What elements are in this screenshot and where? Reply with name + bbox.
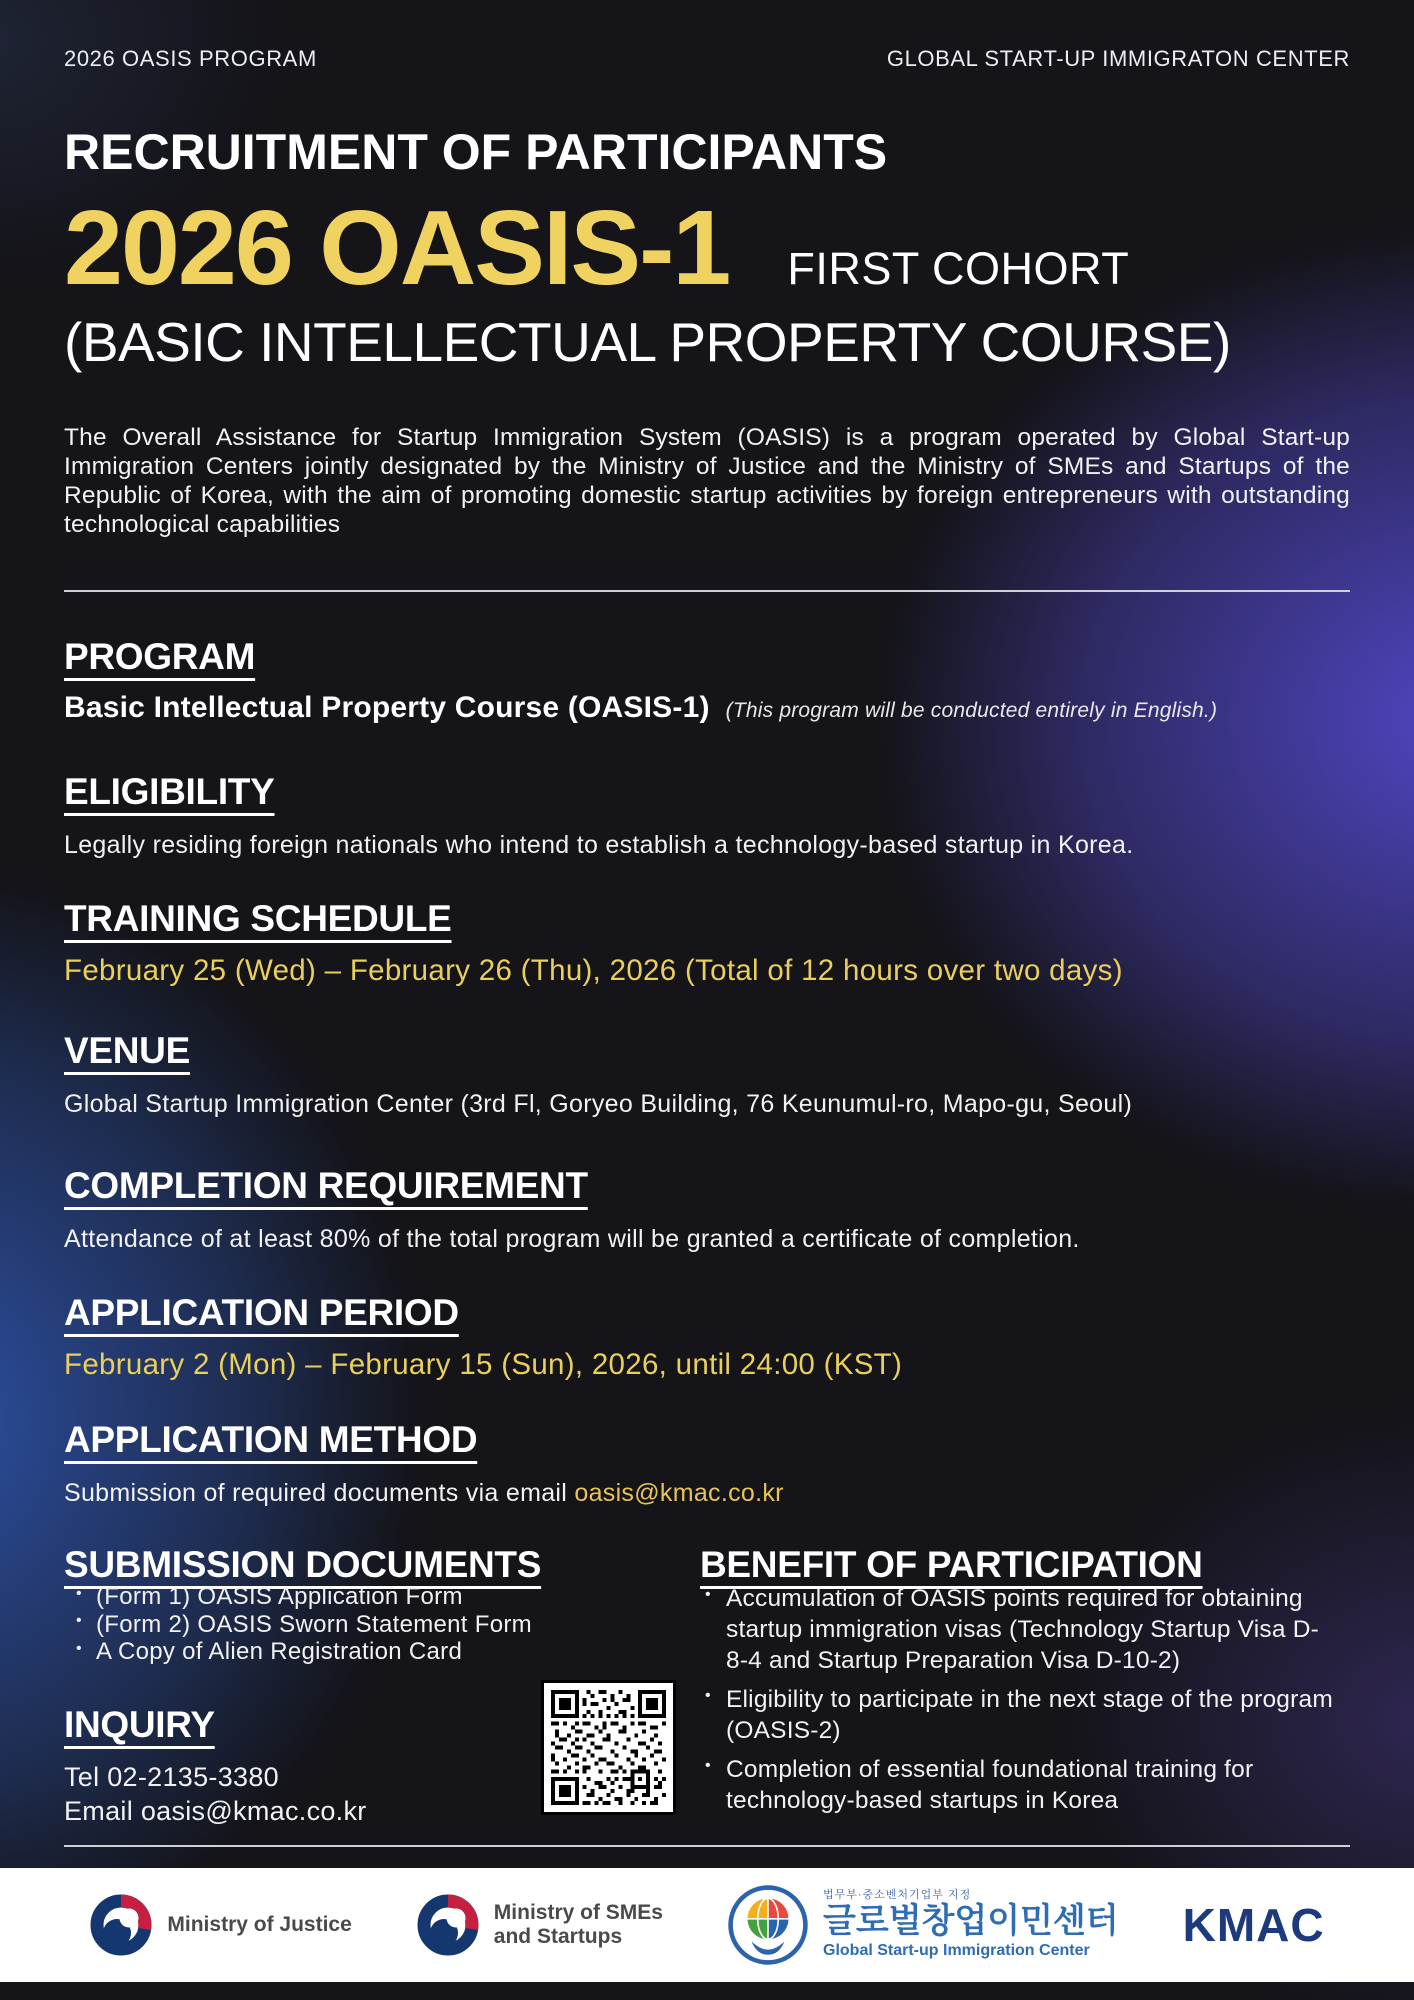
list-item: • Eligibility to participate in the next stage of the program (OASIS-2): [700, 1684, 1338, 1747]
training-schedule-body: February 25 (Wed) – February 26 (Thu), 2026 (Total of 12 hours over two days): [64, 953, 1123, 987]
list-item: • Completion of essential foundational training for technology-based startups in Korea: [700, 1754, 1338, 1817]
inquiry-heading: INQUIRY: [64, 1704, 215, 1746]
list-item: • Accumulation of OASIS points required for obtaining startup immigration visas (Technology Startup Visa D-8-4 and Startup Preparation Visa D-10-2): [700, 1583, 1338, 1677]
header-left-label: 2026 OASIS PROGRAM: [64, 46, 317, 71]
gov-emblem-icon: [89, 1893, 153, 1957]
program-course-name: Basic Intellectual Property Course (OASIS-1): [64, 690, 710, 724]
top-header: [64, 46, 1350, 72]
left-column: [64, 1543, 676, 1829]
submission-documents-heading: SUBMISSION DOCUMENTS: [64, 1543, 542, 1585]
two-column-area: [64, 1543, 1350, 1829]
section-benefit: [700, 1543, 1350, 1817]
application-period-heading: APPLICATION PERIOD: [64, 1292, 459, 1334]
inquiry-lines: [64, 1761, 367, 1829]
application-method-heading: APPLICATION METHOD: [64, 1418, 478, 1460]
cohort-label: FIRST COHORT: [787, 242, 1130, 294]
gsic-designation-label: 법무부·중소벤처기업부 지정: [823, 1889, 972, 1902]
title-row: [64, 188, 1350, 307]
section-inquiry: [64, 1706, 367, 1829]
completion-requirement-heading: COMPLETION REQUIREMENT: [64, 1165, 588, 1207]
benefit-list: [700, 1583, 1350, 1817]
venue-heading: VENUE: [64, 1030, 190, 1072]
eligibility-body: Legally residing foreign nationals who intend to establish a technology-based startup in Korea.: [64, 830, 1134, 859]
gov-emblem-icon: [416, 1893, 480, 1957]
documents-list: [64, 1583, 676, 1666]
section-submission-documents: [64, 1543, 676, 1666]
globe-hands-icon: [727, 1884, 809, 1966]
section-eligibility: [64, 770, 1350, 860]
benefit-heading: BENEFIT OF PARTICIPATION: [700, 1543, 1203, 1585]
program-language-note: (This program will be conducted entirely in English.): [725, 698, 1218, 722]
application-period-body: February 2 (Mon) – February 15 (Sun), 2026, until 24:00 (KST): [64, 1348, 903, 1382]
list-item: • (Form 2) OASIS Sworn Statement Form: [64, 1611, 676, 1639]
gsic-korean-name: 글로벌창업이민센터: [823, 1902, 1119, 1941]
application-method-text: Submission of required documents via email: [64, 1478, 575, 1507]
ministry-of-smes-label-line1: Ministry of SMEs: [493, 1900, 663, 1924]
section-training-schedule: [64, 897, 1350, 988]
qr-code: [541, 1680, 676, 1815]
inquiry-tel: Tel 02-2135-3380: [64, 1762, 279, 1793]
gsic-logo: [727, 1884, 1119, 1966]
application-method-body: [64, 1478, 1350, 1508]
section-application-method: [64, 1418, 1350, 1508]
ministry-of-justice-logo: [89, 1893, 351, 1957]
course-subtitle: (BASIC INTELLECTUAL PROPERTY COURSE): [64, 310, 1231, 373]
list-item: • A Copy of Alien Registration Card: [64, 1638, 676, 1666]
right-column: [700, 1543, 1350, 1829]
completion-requirement-body: Attendance of at least 80% of the total program will be granted a certificate of completion.: [64, 1225, 1080, 1254]
gsic-text: [823, 1890, 1119, 1959]
program-line: [64, 691, 1350, 725]
kmac-wordmark: KMAC: [1182, 1899, 1325, 1951]
section-program: [64, 635, 1350, 725]
inquiry-email: Email oasis@kmac.co.kr: [64, 1795, 367, 1826]
ministry-of-justice-label: Ministry of Justice: [167, 1912, 352, 1936]
page-title: 2026 OASIS-1: [64, 188, 730, 307]
program-heading: PROGRAM: [64, 635, 256, 677]
recruitment-kicker: RECRUITMENT OF PARTICIPANTS: [64, 124, 888, 180]
eligibility-heading: ELIGIBILITY: [64, 770, 275, 812]
footer: [0, 1868, 1414, 1982]
section-venue: [64, 1032, 1350, 1119]
divider-top: [64, 590, 1350, 592]
venue-body: Global Startup Immigration Center (3rd Fl, Goryeo Building, 76 Keunumul-ro, Mapo-gu, Seoul): [64, 1090, 1133, 1119]
training-schedule-heading: TRAINING SCHEDULE: [64, 897, 452, 939]
kmac-logo: [1183, 1898, 1325, 1952]
ministry-of-smes-label: [494, 1901, 663, 1949]
list-item: • (Form 1) OASIS Application Form: [64, 1583, 676, 1611]
ministry-of-smes-label-line2: and Startups: [493, 1925, 623, 1948]
gsic-english-name: Global Start-up Immigration Center: [823, 1941, 1090, 1959]
qr-code-graphic: [551, 1690, 666, 1805]
inquiry-row: [64, 1706, 676, 1829]
divider-bottom: [64, 1845, 1350, 1847]
header-right-label: GLOBAL START-UP IMMIGRATON CENTER: [886, 46, 1350, 71]
program-description: The Overall Assistance for Startup Immigration System (OASIS) is a program operated by Global Start-up Immigration Centers jointly designated by the Ministry of Justice and the Ministry of SMEs and Startups of the Republic of Korea, with the aim of promoting domestic startup activities by foreign entrepreneurs with outstanding technological capabilities: [64, 424, 1350, 539]
ministry-of-smes-logo: [416, 1893, 663, 1957]
application-email: oasis@kmac.co.kr: [574, 1478, 784, 1507]
section-application-period: [64, 1294, 1350, 1382]
section-completion-requirement: [64, 1167, 1350, 1254]
